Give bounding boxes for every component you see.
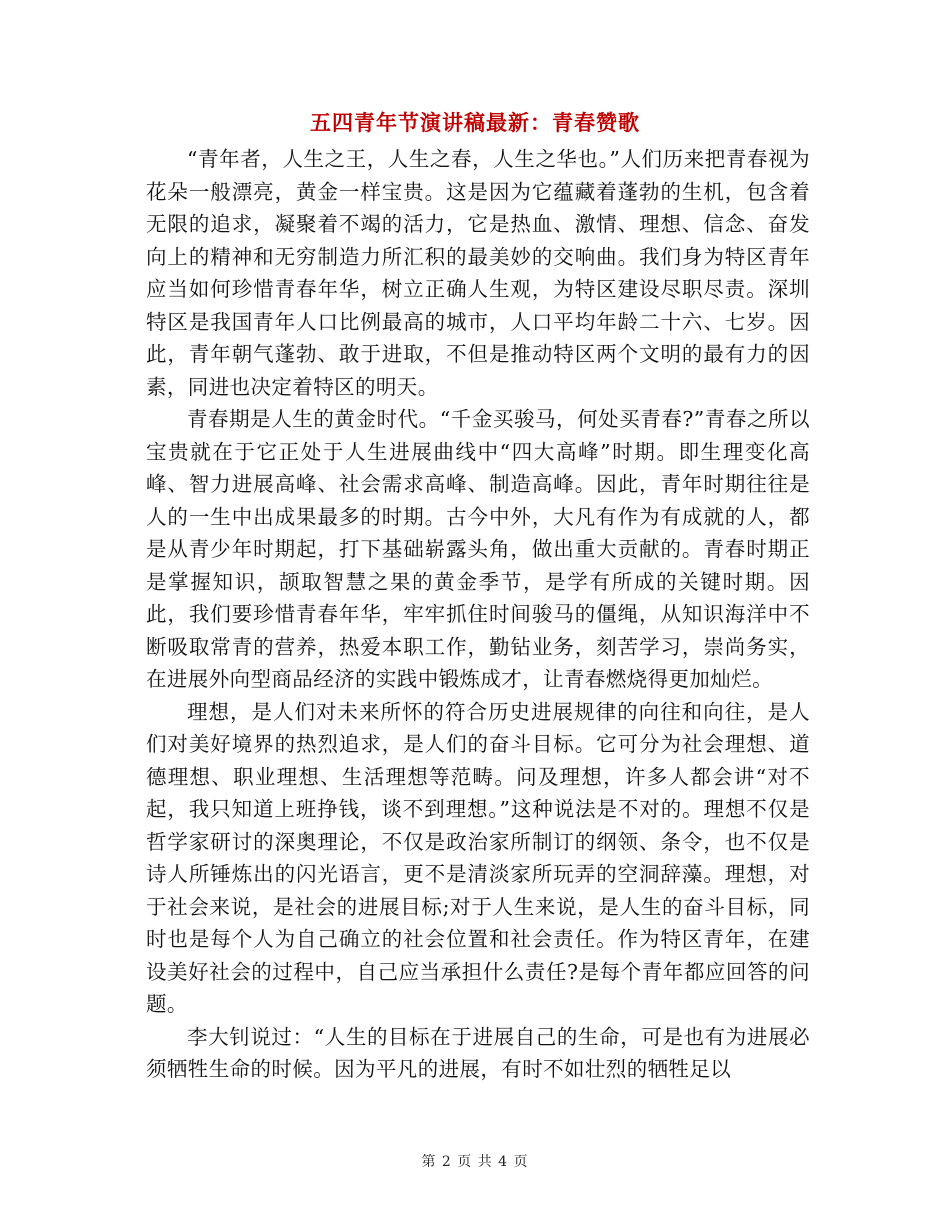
body-text	[146, 143, 810, 1086]
paragraph-3: 理想，是人们对未来所怀的符合历史进展规律的向往和向往，是人们对美好境界的热烈追求，是人们的奋斗目标。它可分为社会理想、道德理想、职业理想、生活理想等范畴。问及理想，许多人都会讲“对不起，我只知道上班挣钱，谈不到理想。”这种说法是不对的。理想不仅是哲学家研讨的深奥理论，不仅是政治家所制订的纲领、条令，也不仅是诗人所锤炼出的闪光语言，更不是清淡家所玩弄的空洞辞藻。理想，对于社会来说，是社会的进展目标;对于人生来说，是人生的奋斗目标，同时也是每个人为自己确立的社会位置和社会责任。作为特区青年，在建设美好社会的过程中，自己应当承担什么责任?是每个青年都应回答的问题。	[146, 699, 810, 1016]
page-title: 五四青年节演讲稿最新：青春赞歌	[310, 111, 640, 135]
paragraph-4: 李大钊说过：“人生的目标在于进展自己的生命，可是也有为进展必须牺牲生命的时候。因为平凡的进展，有时不如壮烈的牺牲足以	[146, 1024, 810, 1081]
page-number-footer: 第 2 页 共 4 页	[421, 1154, 529, 1170]
paragraph-1: “青年者，人生之王，人生之春，人生之华也。”人们历来把青春视为花朵一般漂亮，黄金一样宝贵。这是因为它蕴藏着蓬勃的生机，包含着无限的追求，凝聚着不竭的活力，它是热血、激情、理想、信念、奋发向上的精神和无穷制造力所汇积的最美妙的交响曲。我们身为特区青年应当如何珍惜青春年华，树立正确人生观，为特区建设尽职尽责。深圳特区是我国青年人口比例最高的城市，人口平均年龄二十六、七岁。因此，青年朝气蓬勃、敢于进取，不但是推动特区两个文明的最有力的因素，同进也决定着特区的明天。	[146, 147, 810, 399]
paragraph-2: 青春期是人生的黄金时代。“千金买骏马，何处买青春?”青春之所以宝贵就在于它正处于人生进展曲线中“四大高峰”时期。即生理变化高峰、智力进展高峰、社会需求高峰、制造高峰。因此，青年时期往往是人的一生中出成果最多的时期。古今中外，大凡有作为有成就的人，都是从青少年时期起，打下基础崭露头角，做出重大贡献的。青春时期正是掌握知识，颉取智慧之果的黄金季节，是学有所成的关键时期。因此，我们要珍惜青春年华，牢牢抓住时间骏马的僵绳，从知识海洋中不断吸取常青的营养，热爱本职工作，勤钻业务，刻苦学习，崇尚务实，在进展外向型商品经济的实践中锻炼成才，让青春燃烧得更加灿烂。	[146, 407, 810, 691]
